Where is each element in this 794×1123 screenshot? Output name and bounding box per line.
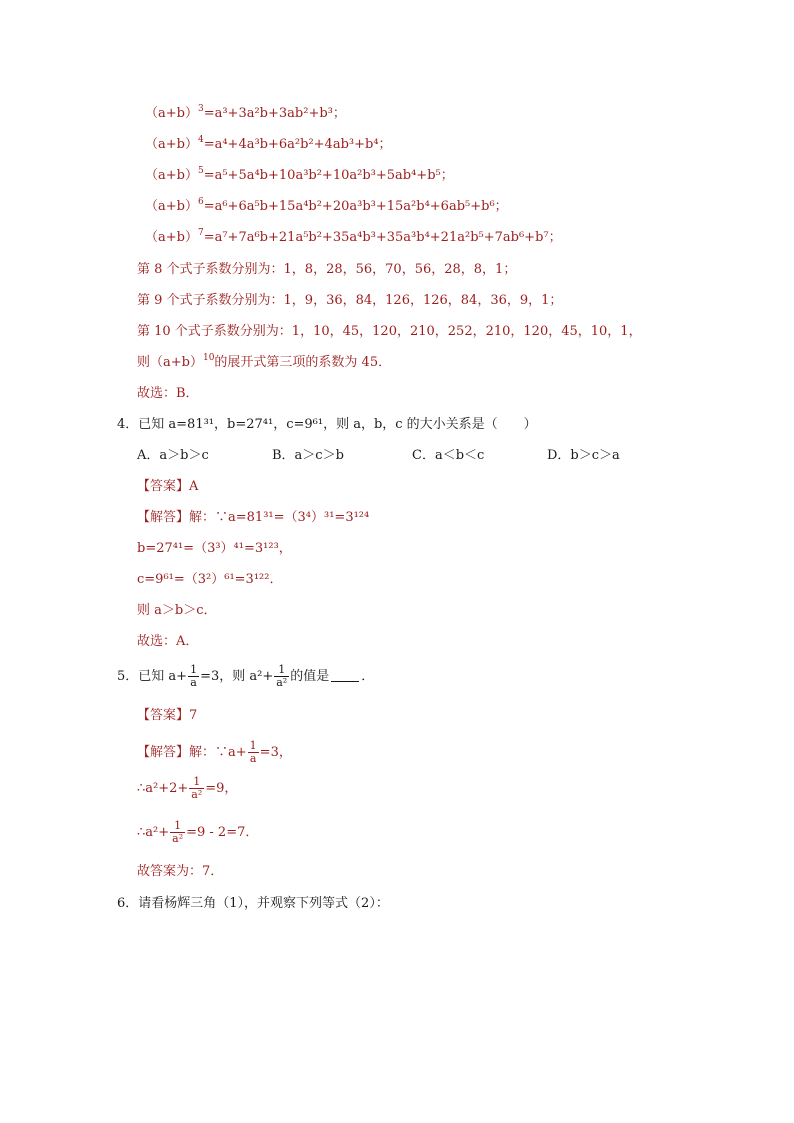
q6-stem: 6．请看杨辉三角（1），并观察下列等式（2）： — [117, 896, 389, 911]
q4-solution-line: 【解答】解：∵a=81³¹=（3⁴）³¹=3¹²⁴ — [137, 510, 370, 525]
q4-solution-line: 则 a＞b＞c． — [137, 603, 217, 618]
fraction: $\frac{1}{\text{a²}}$ — [276, 663, 288, 689]
expansion-line: $(a+b)^6=a^6+6a^5b+15a^4b^2+20a^3b^3+15a^2b^4+6ab^5+b^6$； — [145, 197, 508, 214]
option-d: D．b＞c＞a — [547, 448, 620, 463]
q5-final: 故答案为：7． — [137, 864, 224, 879]
q4-options — [137, 446, 620, 466]
q3-choice: 故选：B． — [137, 386, 199, 401]
q5-solution-line: 【解答】解：∵a+ $\frac{1}{a}$ =3， — [137, 739, 292, 765]
q4-solution-line: b=27⁴¹=（3³）⁴¹=3¹²³， — [137, 541, 292, 556]
q4-stem: 4．已知 a=81³¹，b=27⁴¹，c=9⁶¹，则 a，b，c 的大小关系是（ ） — [117, 417, 537, 432]
coefficient-line: 第 8 个式子系数分别为：1，8，28，56，70，56，28，8，1； — [137, 262, 517, 277]
question-number: 6． — [117, 896, 139, 911]
fraction: $\frac{1}{a}$ — [190, 663, 198, 689]
q4-answer: 【答案】A — [137, 479, 199, 494]
answer-blank — [331, 667, 359, 682]
q5-answer: 【答案】7 — [137, 708, 198, 723]
coefficient-line: 第 9 个式子系数分别为：1，9，36，84，126，126，84，36，9，1； — [137, 293, 563, 308]
option-b: B．a＞c＞b — [272, 448, 344, 463]
fraction: $\frac{1}{a}$ — [249, 739, 257, 765]
q3-conclusion: 则$(a+b)^{10}$的展开式第三项的系数为 45． — [137, 353, 392, 370]
expansion-line: $(a+b)^4=a^4+4a^3b+6a^2b^2+4ab^3+b^4$； — [145, 135, 392, 152]
q5-solution-line: ∴a²+2+ $\frac{1}{\text{a²}}$ =9， — [137, 775, 238, 801]
q4-solution-line: 故选：A． — [137, 634, 199, 649]
q4-solution-line: c=9⁶¹=（3²）⁶¹=3¹²²． — [137, 572, 283, 587]
coefficient-line: 第 10 个式子系数分别为：1，10，45，120，210，252，210，120，45，10，1， — [137, 324, 642, 339]
question-number: 4． — [117, 417, 139, 432]
fraction: $\frac{1}{\text{a²}}$ — [172, 819, 184, 845]
option-a: A．a＞b＞c — [137, 448, 209, 463]
q5-solution-line: ∴a²+ $\frac{1}{\text{a²}}$ =9 - 2=7． — [137, 819, 259, 845]
option-c: C．a＜b＜c — [412, 448, 485, 463]
expansion-line: $(a+b)^7=a^7+7a^6b+21a^5b^2+35a^4b^3+35a^3b^4+21a^2b^5+7ab^6+b^7$； — [145, 228, 562, 245]
q5-stem: 5．已知 a+ $\frac{1}{a}$ =3，则 a²+ $\frac{1}{\text{a²}}$ 的值是 ． — [117, 663, 375, 689]
expansion-line: $(a+b)^3=a^3+3a^2b+3ab^2+b^3$； — [145, 104, 346, 121]
question-number: 5． — [117, 669, 139, 684]
expansion-line: $(a+b)^5=a^5+5a^4b+10a^3b^2+10a^2b^3+5ab^4+b^5$； — [145, 166, 454, 183]
fraction: $\frac{1}{\text{a²}}$ — [191, 775, 203, 801]
